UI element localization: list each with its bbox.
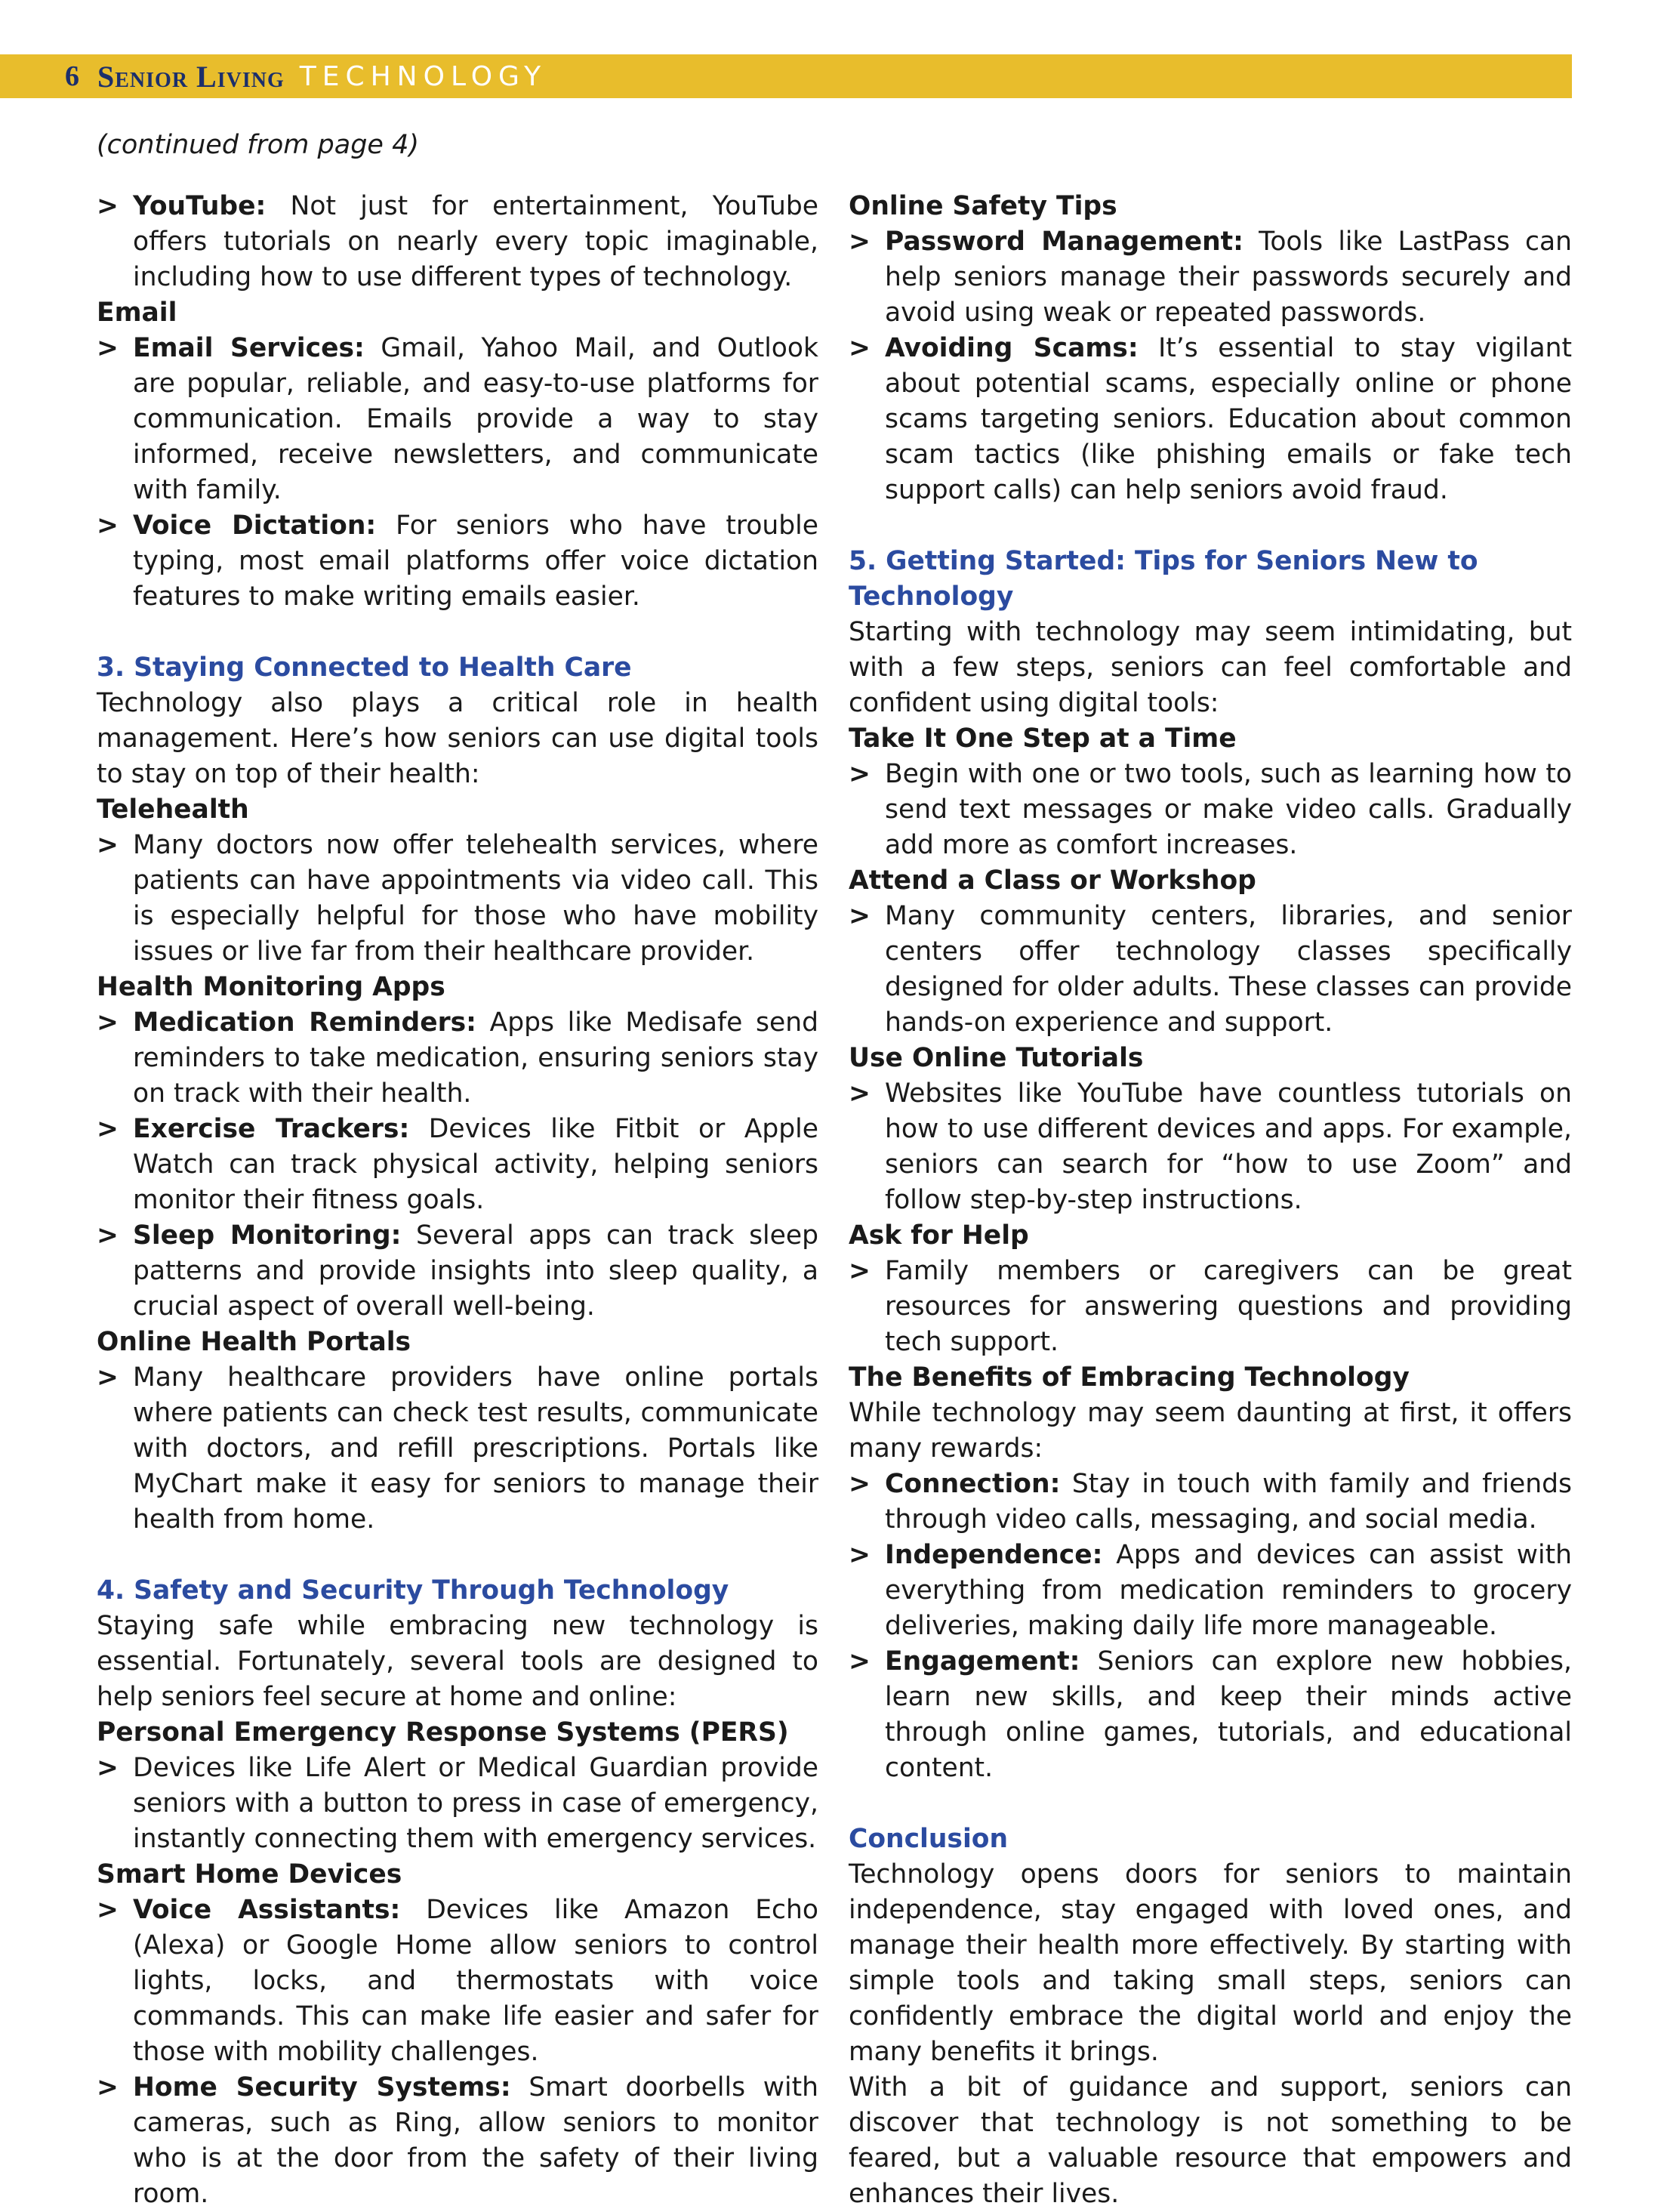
section-heading-health-care: 3. Staying Connected to Health Care [97,652,632,683]
item-text: Many healthcare providers have online portals where patients can check test results, communicate with doctors, and refill prescriptions. Portals like MyChart make it easy for seniors to manage their health from home. [133,1362,818,1535]
item-text: Devices like Fitbit or Apple Watch can track physical activity, helping seniors monitor their fitness goals. [133,1114,818,1215]
bullet-icon: > [97,1895,119,1925]
conclusion-paragraph-2: With a bit of guidance and support, seniors can discover that technology is not something to be feared, but a valuable resource that empowers and enhances their lives. [849,2072,1572,2209]
list-item-ask-help [849,1254,1572,1360]
item-text: Devices like Life Alert or Medical Guardian provide seniors with a button to press in case of emergency, instantly connecting them with emergency services. [133,1753,818,1854]
list-item-tutorials [849,1076,1572,1218]
item-label: Sleep Monitoring: [133,1220,402,1251]
item-text: Websites like YouTube have countless tutorials on how to use different devices and apps. For example, seniors can search for “how to use Zoom” and follow step-by-step instructions. [885,1078,1572,1215]
right-column [849,189,1572,2212]
item-text: Gmail, Yahoo Mail, and Outlook are popular, reliable, and easy-to-use platforms for communication. Emails provide a way to stay informed, receive newsletters, and communicate with family. [133,333,819,505]
list-item-one-step [849,757,1572,863]
section-intro-health: Technology also plays a critical role in health management. Here’s how seniors can use digital tools to stay on top of their health: [97,688,818,789]
bullet-icon: > [849,901,871,931]
bullet-icon: > [97,2072,119,2102]
item-label: YouTube: [133,191,267,221]
bullet-icon: > [849,1469,871,1499]
list-item-voice-dictation [97,508,818,615]
subheading-health-portals: Online Health Portals [97,1327,411,1357]
subheading-smart-home: Smart Home Devices [97,1859,402,1890]
bullet-icon: > [97,511,119,541]
item-label: Voice Assistants: [133,1895,401,1925]
item-label: Voice Dictation: [133,511,377,541]
bullet-icon: > [849,227,871,257]
item-label: Home Security Systems: [133,2072,511,2102]
conclusion-paragraph-1: Technology opens doors for seniors to maintain independence, stay engaged with loved ones, and manage their health more effectively. By starting with simple tools and taking small steps, seniors can confidently embrace the digital world and enjoy the many benefits it brings. [849,1859,1572,2067]
section-intro-getting-started: Starting with technology may seem intimidating, but with a few steps, seniors can feel comfortable and confident using digital tools: [849,617,1572,718]
subheading-benefits: The Benefits of Embracing Technology [849,1362,1410,1393]
subheading-pers: Personal Emergency Response Systems (PERS) [97,1717,789,1748]
bullet-icon: > [97,333,119,363]
subheading-health-monitoring: Health Monitoring Apps [97,972,445,1002]
bullet-icon: > [849,1078,871,1109]
list-item-sleep [97,1218,818,1325]
list-item-password [849,224,1572,331]
list-item-independence [849,1538,1572,1644]
item-text: Seniors can explore new hobbies, learn new skills, and keep their minds active through online games, tutorials, and educational content. [885,1646,1572,1783]
item-text: Stay in touch with family and friends through video calls, messaging, and social media. [885,1469,1572,1535]
list-item-exercise [97,1112,818,1218]
bullet-icon: > [97,191,119,221]
item-text: Tools like LastPass can help seniors manage their passwords securely and avoid using weak or repeated passwords. [885,227,1573,328]
bullet-icon: > [97,1753,119,1783]
section-title: TECHNOLOGY [299,60,547,92]
bullet-icon: > [97,1007,119,1038]
page-number: 6 [65,60,79,92]
list-item-scams [849,331,1572,508]
item-label: Medication Reminders: [133,1007,476,1038]
publication-title: Senior Living [97,59,285,94]
item-label: Email Services: [133,333,365,363]
list-item-telehealth [97,828,818,970]
section-heading-conclusion: Conclusion [849,1824,1009,1854]
item-text: Several apps can track sleep patterns and provide insights into sleep quality, a crucial aspect of overall well-being. [133,1220,818,1322]
continued-note: (continued from page 4) [97,130,419,160]
list-item-medication [97,1005,818,1112]
bullet-icon: > [97,1114,119,1144]
item-text: For seniors who have trouble typing, most email platforms offer voice dictation features to make writing emails easier. [133,511,818,612]
list-item-youtube [97,189,818,295]
list-item-portals [97,1360,818,1538]
item-label: Password Management: [885,227,1243,257]
list-item-connection [849,1467,1572,1538]
section-intro-safety: Staying safe while embracing new technology is essential. Fortunately, several tools are designed to help seniors feel secure at home and online: [97,1611,818,1712]
item-label: Connection: [885,1469,1061,1499]
list-item-class [849,899,1572,1041]
subheading-email: Email [97,298,177,328]
list-item-home-security [97,2070,818,2212]
bullet-icon: > [97,1362,119,1393]
item-text: Devices like Amazon Echo (Alexa) or Google Home allow seniors to control lights, locks, and thermostats with voice commands. This can make life easier and safer for those with mobility challenges. [133,1895,818,2067]
list-item-pers [97,1751,818,1857]
list-item-voice-assistants [97,1893,818,2070]
list-item-email-services [97,331,818,508]
item-text: Not just for entertainment, YouTube offers tutorials on nearly every topic imaginable, including how to use different types of technology. [133,191,818,292]
bullet-icon: > [97,830,119,860]
item-text: Apps and devices can assist with everything from medication reminders to grocery deliveries, making daily life more manageable. [885,1540,1572,1641]
list-item-engagement [849,1644,1572,1786]
item-label: Engagement: [885,1646,1080,1677]
section-heading-getting-started: 5. Getting Started: Tips for Seniors New to Technology [849,546,1478,612]
bullet-icon: > [849,759,871,789]
bullet-icon: > [849,1256,871,1286]
section-heading-safety: 4. Safety and Security Through Technology [97,1575,729,1606]
page-header-bar [0,54,1572,98]
subheading-telehealth: Telehealth [97,794,249,825]
subheading-ask-help: Ask for Help [849,1220,1029,1251]
item-label: Exercise Trackers: [133,1114,410,1144]
bullet-icon: > [849,333,871,363]
item-text: Apps like Medisafe send reminders to take medication, ensuring seniors stay on track with their health. [133,1007,818,1109]
subheading-online-safety: Online Safety Tips [849,191,1117,221]
bullet-icon: > [849,1646,871,1677]
subheading-one-step: Take It One Step at a Time [849,723,1237,754]
subheading-tutorials: Use Online Tutorials [849,1043,1144,1073]
item-text: Smart doorbells with cameras, such as Ring, allow seniors to monitor who is at the door from the safety of their living room. [133,2072,818,2209]
item-text: Begin with one or two tools, such as learning how to send text messages or make video calls. Gradually add more as comfort increases. [885,759,1572,860]
bullet-icon: > [849,1540,871,1570]
item-label: Independence: [885,1540,1103,1570]
item-text: Family members or caregivers can be great resources for answering questions and providing tech support. [885,1256,1572,1357]
item-text: Many doctors now offer telehealth services, where patients can have appointments via video call. This is especially helpful for those who have mobility issues or live far from their healthcare provider. [133,830,818,967]
item-text: It’s essential to stay vigilant about potential scams, especially online or phone scams targeting seniors. Education about common scam tactics (like phishing emails or fake tech support calls) can help seniors avoid fraud. [885,333,1572,505]
subheading-class: Attend a Class or Workshop [849,865,1256,896]
item-label: Avoiding Scams: [885,333,1139,363]
benefits-intro: While technology may seem daunting at first, it offers many rewards: [849,1398,1572,1464]
item-text: Many community centers, libraries, and senior centers offer technology classes specifically designed for older adults. These classes can provide hands-on experience and support. [885,901,1572,1038]
left-column [97,189,818,2212]
bullet-icon: > [97,1220,119,1251]
